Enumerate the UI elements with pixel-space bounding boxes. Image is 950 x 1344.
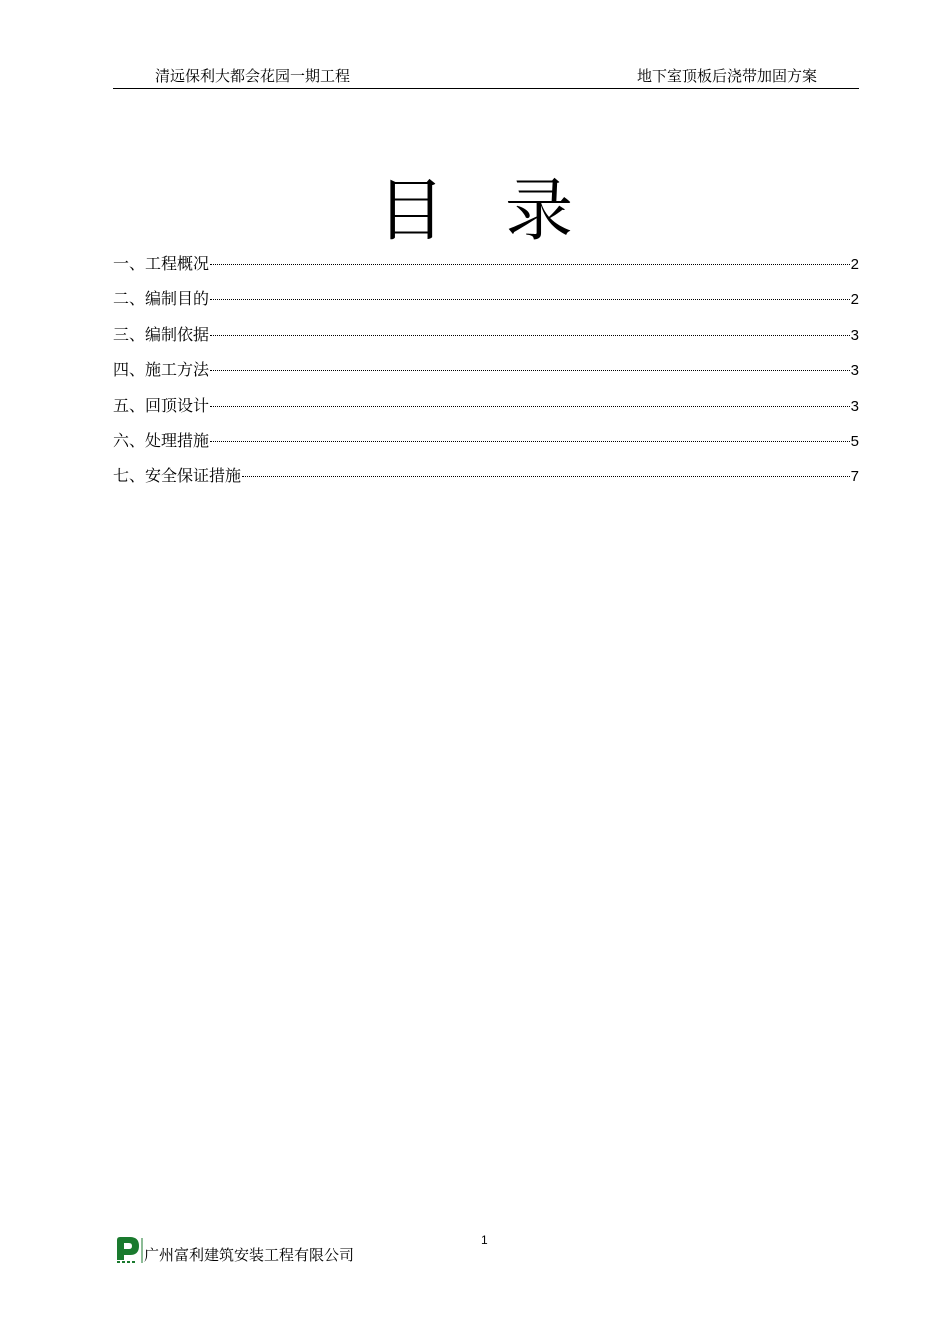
toc-entry-page[interactable]: 2 — [850, 256, 859, 273]
toc-entry[interactable] — [113, 252, 859, 287]
toc-leader-dots — [210, 370, 850, 371]
page-header — [113, 64, 859, 89]
toc-entry[interactable] — [113, 358, 859, 393]
page-number: 1 — [481, 1233, 488, 1247]
toc-entry-label[interactable]: 三、编制依据 — [113, 324, 210, 344]
header-document-title: 地下室顶板后浇带加固方案 — [636, 67, 817, 85]
toc-entry-page[interactable]: 2 — [850, 291, 859, 309]
toc-entry[interactable] — [113, 287, 859, 322]
toc-entry-label[interactable]: 六、处理措施 — [113, 430, 210, 450]
toc-entry-page[interactable]: 5 — [850, 432, 859, 450]
toc-entry-label[interactable]: 七、安全保证措施 — [113, 466, 242, 486]
toc-entry[interactable] — [113, 429, 859, 464]
toc-leader-dots — [210, 264, 850, 265]
company-logo-icon — [113, 1234, 143, 1264]
toc-leader-dots — [210, 406, 850, 407]
page-footer — [113, 1234, 354, 1264]
header-project-name: 清远保利大都会花园一期工程 — [155, 67, 351, 85]
toc-title: 目录 — [376, 172, 633, 251]
toc-entry-label[interactable]: 四、施工方法 — [113, 360, 210, 380]
toc-entry-page[interactable]: 7 — [850, 468, 859, 486]
toc-entry[interactable] — [113, 323, 859, 358]
toc-entry-label[interactable]: 五、回顶设计 — [113, 395, 210, 415]
toc-entry[interactable] — [113, 464, 859, 499]
toc-entry-label[interactable]: 二、编制目的 — [113, 289, 210, 309]
toc-entry-page[interactable]: 3 — [850, 397, 859, 415]
toc-leader-dots — [242, 476, 850, 477]
company-logo-graphic — [113, 1234, 143, 1264]
toc-leader-dots — [210, 441, 850, 442]
toc-entry-label[interactable]: 一、工程概况 — [113, 254, 210, 273]
toc-entry-page[interactable]: 3 — [850, 326, 859, 344]
footer-company-name: 广州富利建筑安装工程有限公司 — [144, 1246, 355, 1264]
toc-leader-dots — [210, 299, 850, 300]
toc-entry[interactable] — [113, 394, 859, 429]
table-of-contents — [113, 252, 859, 500]
toc-leader-dots — [210, 335, 850, 336]
toc-entry-page[interactable]: 3 — [850, 362, 859, 380]
